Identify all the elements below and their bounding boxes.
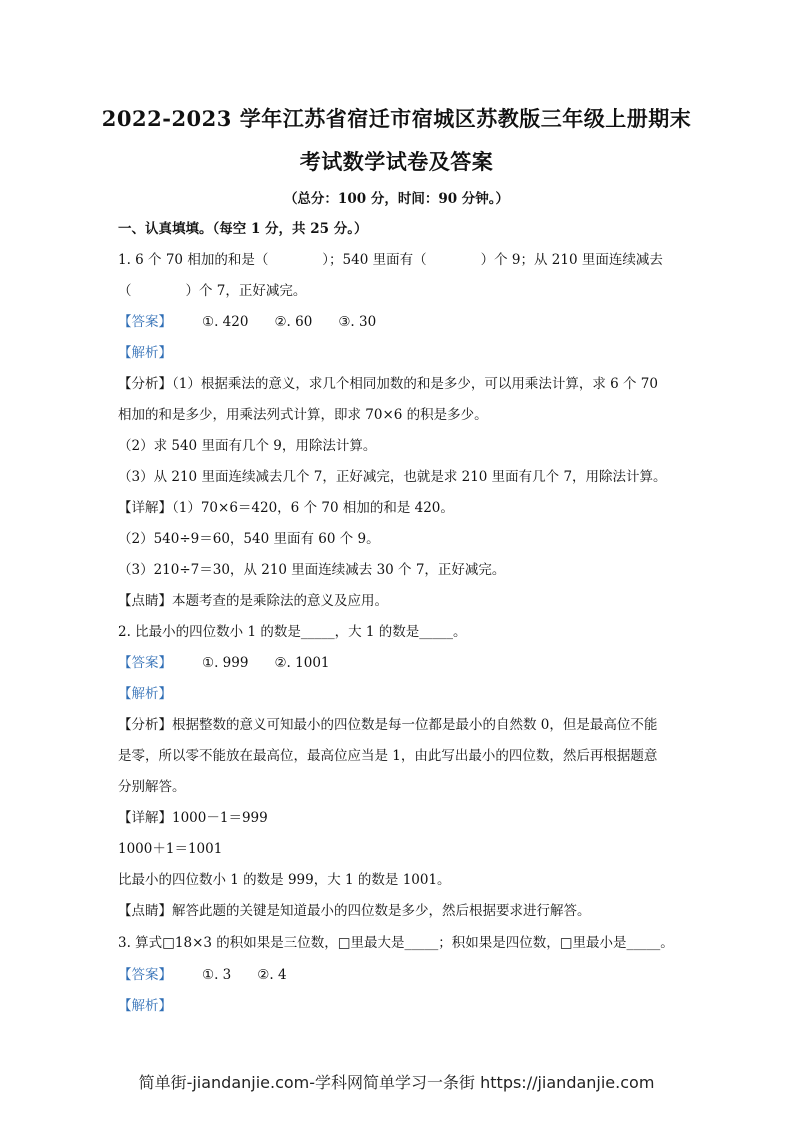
detail-line: 【详解】（1）70×6＝420，6 个 70 相加的和是 420。 [118,500,454,516]
answer-tag: 【答案】 [118,967,172,983]
answer-value: ③. 30 [338,314,377,330]
answer-value: ①. 999 [202,655,249,671]
detail-line: 【详解】1000－1＝999 [118,810,268,826]
answer-value: ①. 420 [202,314,249,330]
question-2-stem: 2. 比最小的四位数小 1 的数是_____，大 1 的数是_____。 [118,624,467,640]
question-2-answer [118,654,678,672]
analysis-tag: 【解析】 [118,686,172,702]
analysis-line: 【分析】根据整数的意义可知最小的四位数是每一位都是最小的自然数 0，但是最高位不能 [118,717,658,733]
detail-line: （3）210÷7＝30，从 210 里面连续减去 30 个 7，正好减完。 [118,562,506,578]
analysis-line: 相加的和是多少，用乘法列式计算，即求 70×6 的积是多少。 [118,407,488,423]
answer-value: ②. 60 [274,314,313,330]
analysis-line: 【分析】（1）根据乘法的意义，求几个相同加数的和是多少，可以用乘法计算，求 6 个 70 [118,376,658,392]
answer-value: ①. 3 [202,967,232,983]
detail-line: （2）540÷9＝60，540 里面有 60 个 9。 [118,531,380,547]
answer-value: ②. 1001 [274,655,330,671]
analysis-line: （3）从 210 里面连续减去几个 7，正好减完，也就是求 210 里面有几个 7，用除法计算。 [118,469,667,485]
point-line: 【点睛】本题考查的是乘除法的意义及应用。 [118,593,388,609]
detail-line: 1000＋1＝1001 [118,841,223,857]
section-heading: 一、认真填填。（每空 1 分，共 25 分。） [118,221,368,237]
question-3-answer [118,966,678,984]
analysis-line: 是零，所以零不能放在最高位，最高位应当是 1，由此写出最小的四位数，然后再根据题意 [118,748,658,764]
footer-watermark: 简单街-jiandanjie.com-学科网简单学习一条街 https://jiandanjie.com [138,1073,655,1092]
answer-tag: 【答案】 [118,314,172,330]
exam-info: （总分：100 分，时间：90 分钟。） [283,191,510,207]
point-line: 【点睛】解答此题的关键是知道最小的四位数是多少，然后根据要求进行解答。 [118,903,591,919]
analysis-line: （2）求 540 里面有几个 9，用除法计算。 [118,438,377,454]
question-1-stem-line1: 1. 6 个 70 相加的和是（ ）；540 里面有（ ）个 9；从 210 里面连续减去 [118,252,663,268]
page-title-line1: 2022-2023 学年江苏省宿迁市宿城区苏教版三年级上册期末 [101,106,692,131]
analysis-tag: 【解析】 [118,345,172,361]
answer-value: ②. 4 [257,967,287,983]
question-1-answer [118,313,678,331]
question-3-stem: 3. 算式□18×3 的积如果是三位数，□里最大是_____；积如果是四位数，□里最小是_____。 [118,935,674,951]
detail-line: 比最小的四位数小 1 的数是 999，大 1 的数是 1001。 [118,872,451,888]
page-title-line2: 考试数学试卷及答案 [299,149,494,174]
analysis-line: 分别解答。 [118,779,186,795]
question-1-stem-line2: （ ）个 7，正好减完。 [118,283,307,299]
analysis-tag: 【解析】 [118,998,172,1014]
answer-tag: 【答案】 [118,655,172,671]
